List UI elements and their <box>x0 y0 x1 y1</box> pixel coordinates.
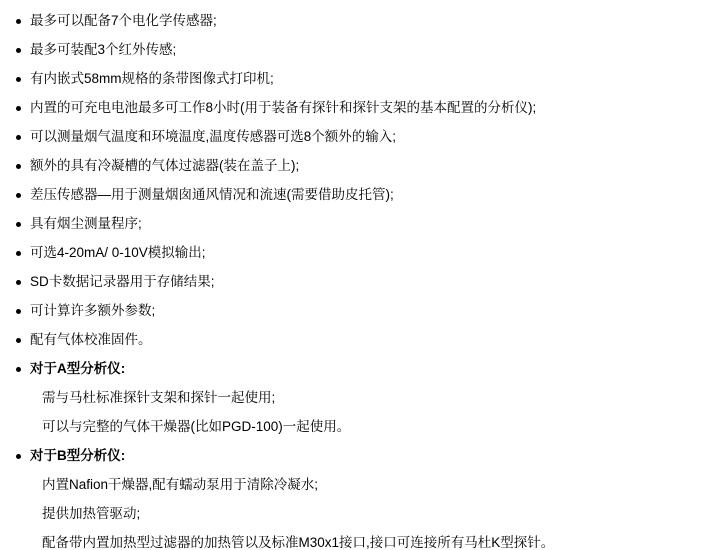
list-item-text: 最多可以配备7个电化学传感器; <box>30 13 217 28</box>
bullet-icon <box>16 19 21 24</box>
list-item-text: 额外的具有冷凝槽的气体过滤器(装在盖子上); <box>30 158 300 173</box>
list-item-text: 内置的可充电电池最多可工作8小时(用于装备有探针和探针支架的基本配置的分析仪); <box>30 100 537 115</box>
bullet-icon <box>16 106 21 111</box>
bullet-icon <box>16 454 21 459</box>
bullet-icon <box>16 367 21 372</box>
list-item <box>14 304 707 318</box>
section-line: 提供加热管驱动; <box>42 506 141 521</box>
list-item-text: 可以测量烟气温度和环境温度,温度传感器可选8个额外的输入; <box>30 129 397 144</box>
section-heading-text: 对于B型分析仪: <box>30 448 126 463</box>
list-item-text: 配有气体校准固件。 <box>30 332 152 347</box>
feature-list <box>14 14 707 347</box>
section-heading-text: 对于A型分析仪: <box>30 361 126 376</box>
list-item-text: 可计算许多额外参数; <box>30 303 156 318</box>
bullet-icon <box>16 222 21 227</box>
section-line: 可以与完整的气体干燥器(比如PGD-100)一起使用。 <box>42 419 351 434</box>
section-heading <box>14 362 707 376</box>
section-line: 需与马杜标准探针支架和探针一起使用; <box>42 390 276 405</box>
bullet-icon <box>16 280 21 285</box>
section-type-a <box>14 362 707 434</box>
list-item <box>14 72 707 86</box>
list-item <box>14 275 707 289</box>
list-item-text: 可选4-20mA/ 0-10V模拟输出; <box>30 245 206 260</box>
bullet-icon <box>16 309 21 314</box>
section-heading <box>14 449 707 463</box>
section-type-b <box>14 449 707 550</box>
section-line: 配备带内置加热型过滤器的加热管以及标准M30x1接口,接口可连接所有马杜K型探针。 <box>42 535 555 550</box>
list-item-text: 具有烟尘测量程序; <box>30 216 142 231</box>
bullet-icon <box>16 338 21 343</box>
bullet-icon <box>16 164 21 169</box>
list-item-text: 差压传感器—用于测量烟囱通风情况和流速(需要借助皮托管); <box>30 187 394 202</box>
bullet-icon <box>16 251 21 256</box>
list-item <box>14 217 707 231</box>
list-item <box>14 14 707 28</box>
list-item <box>14 43 707 57</box>
section-line: 内置Nafion干燥器,配有蠕动泵用于清除冷凝水; <box>42 477 319 492</box>
list-item-text: SD卡数据记录器用于存储结果; <box>30 274 215 289</box>
bullet-icon <box>16 135 21 140</box>
list-item <box>14 246 707 260</box>
list-item-text: 最多可装配3个红外传感; <box>30 42 177 57</box>
list-item <box>14 188 707 202</box>
list-item-text: 有内嵌式58mm规格的条带图像式打印机; <box>30 71 274 86</box>
list-item <box>14 101 707 115</box>
list-item <box>14 159 707 173</box>
list-item <box>14 130 707 144</box>
bullet-icon <box>16 193 21 198</box>
bullet-icon <box>16 77 21 82</box>
list-item <box>14 333 707 347</box>
bullet-icon <box>16 48 21 53</box>
